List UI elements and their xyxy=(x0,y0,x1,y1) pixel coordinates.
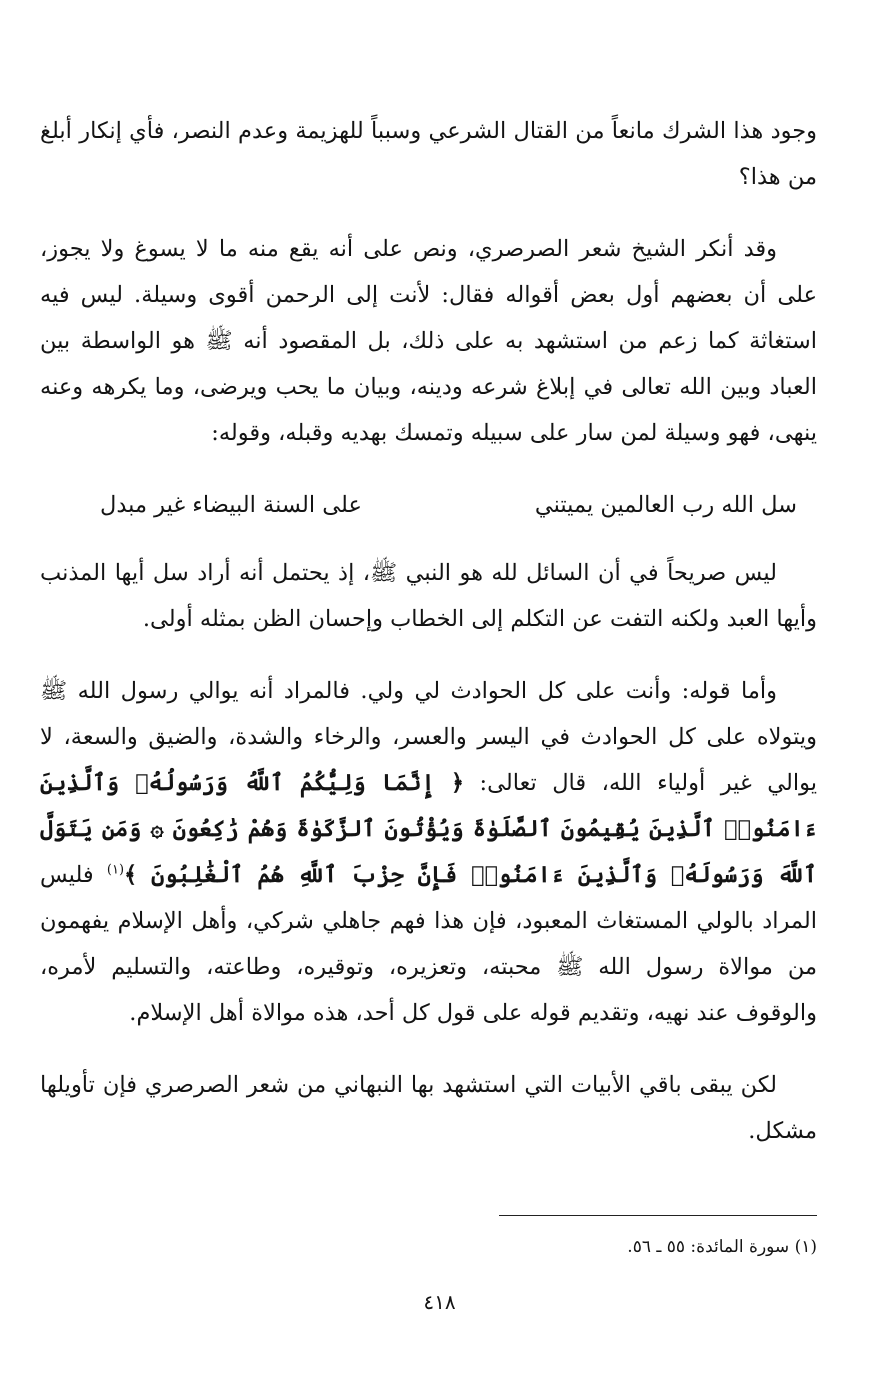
verse-second-hemistich: على السنة البيضاء غير مبدل xyxy=(100,492,362,518)
paragraph-4-continuation: فليس المراد بالولي المستغاث المعبود، فإن هذا فهم جاهلي شركي، وأهل الإسلام يفهمون من موالاة رسول الله ﷺ محبته، وتعزيره، وتوقيره، وطاعته، والتسليم لأمره، والوقوف عند نهيه، وتقديم قوله على قول كل أحد، هذه موالاة أهل الإسلام. xyxy=(40,862,817,1026)
poem-verse xyxy=(100,482,797,528)
paragraph-2: وقد أنكر الشيخ شعر الصرصري، ونص على أنه يقع منه ما لا يسوغ ولا يجوز، على أن بعضهم أول بعض أقواله فقال: لأنت إلى الرحمن أقوى وسيلة. ليس فيه استغاثة كما زعم من استشهد به على ذلك، بل المقصود أنه ﷺ هو الواسطة بين العباد وبين الله تعالى في إبلاغ شرعه ودينه، وبيان ما يحب ويرضى، وما يكرهه وعنه ينهى، فهو وسيلة لمن سار على سبيله وتمسك بهديه وقبله، وقوله: xyxy=(40,236,817,446)
footnote: (١) سورة المائدة: ٥٥ ـ ٥٦. xyxy=(627,1237,817,1257)
page-number: ٤١٨ xyxy=(423,1290,456,1314)
paragraph-5: لكن يبقى باقي الأبيات التي استشهد بها النبهاني من شعر الصرصري فإن تأويلها مشكل. xyxy=(40,1072,817,1144)
paragraph-4 xyxy=(40,668,817,1036)
paragraph-4-intro: وأما قوله: وأنت على كل الحوادث لي ولي. فالمراد أنه يوالي رسول الله ﷺ ويتولاه على كل الحوادث في اليسر والعسر، والرخاء والشدة، والضيق والسعة، لا يوالي غير أولياء الله، قال تعالى: xyxy=(40,678,817,796)
quran-quote: ﴿ إِنَّمَا وَلِيُّكُمُ ٱللَّهُ وَرَسُولُهُۥ وَٱلَّذِينَ ءَامَنُوا۟ ٱلَّذِينَ يُقِيمُونَ ٱلصَّلَوٰةَ وَيُؤْتُونَ ٱلزَّكَوٰةَ وَهُمْ رَٰكِعُونَ ۞ وَمَن يَتَوَلَّ ٱللَّهَ وَرَسُولَهُۥ وَٱلَّذِينَ ءَامَنُوا۟ فَإِنَّ حِزْبَ ٱللَّهِ هُمُ ٱلْغَٰلِبُونَ ﴾ xyxy=(40,770,817,888)
footnote-divider xyxy=(499,1215,817,1216)
verse-first-hemistich: سل الله رب العالمين يميتني xyxy=(534,492,797,518)
paragraph-1: وجود هذا الشرك مانعاً من القتال الشرعي وسبباً للهزيمة وعدم النصر، فأي إنكار أبلغ من هذا؟ xyxy=(40,118,817,190)
paragraph-3: ليس صريحاً في أن السائل لله هو النبي ﷺ، إذ يحتمل أنه أراد سل أيها المذنب وأيها العبد ولكنه التفت عن التكلم إلى الخطاب وإحسان الظن بمثله أولى. xyxy=(40,560,817,632)
page-body xyxy=(40,108,817,1154)
footnote-reference: (١) xyxy=(106,862,125,878)
